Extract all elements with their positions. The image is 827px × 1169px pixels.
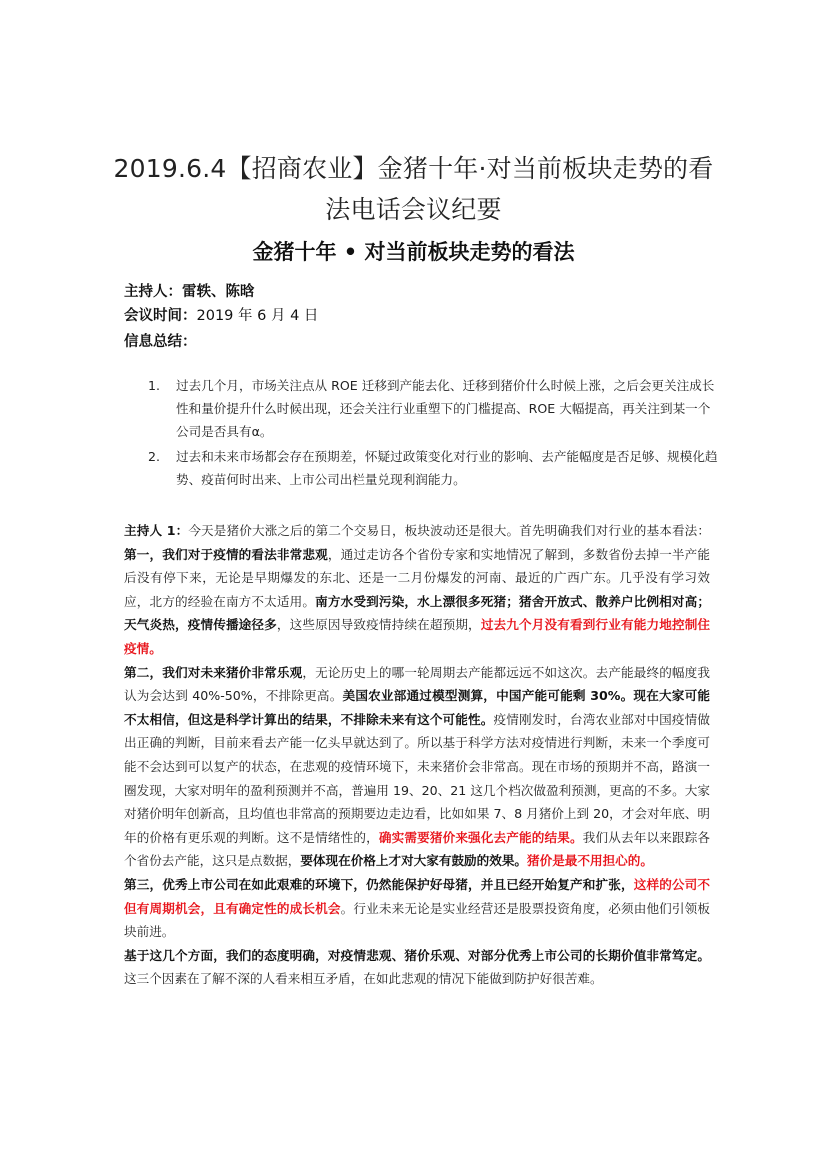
list-item-text: 过去和未来市场都会存在预期差，怀疑过政策变化对行业的影响、去产能幅度是否足够、规模化趋势、疫苗何时出来、上市公司出栏量兑现利润能力。 [176,449,718,487]
host-label: 主持人： [124,284,182,300]
highlight-red-text: 确实需要猪价来强化去产能的结果。 [378,829,583,845]
paragraph [124,661,710,873]
list-item-number: 2. [148,449,161,464]
list-item-text: 过去几个月，市场关注点从 ROE 迁移到产能去化、迁移到猪价什么时候上涨，之后会更关注成长性和量价提升什么时候出现，还会关注行业重塑下的门槛提高、ROE 大幅提高，再关注到某一个公司是否具有α。 [176,378,715,439]
paragraph-text: 今天是猪价大涨之后的第二个交易日，板块波动还是很大。首先明确我们对行业的基本看法： [188,523,710,538]
paragraph-text: 这三个因素在了解不深的人看来相互矛盾，在如此悲观的情况下能做到防护好很苦难。 [124,971,603,987]
summary-label: 信息总结： [124,334,197,350]
highlight-red-text: 猪价是最不用担心的。 [527,853,653,869]
summary-heading [124,330,197,351]
bold-text: 第三，优秀上市公司在如此艰难的环境下，仍然能保护好母猪，并且已经开始复产和扩张， [124,876,634,892]
meeting-time-value: 2019 年 6 月 4 日 [196,308,319,324]
paragraph-text: ，通过走访各个省份专家和实地情况了解到，多数省份去掉一半产能后没有停下来，无论是早期爆发的东北、还是一二月份爆发的河南、最近的广西广东。几乎没有学习效应，北方的经验在南方不太适用。 [124,546,711,609]
highlight-red-text: 过去九个月没有看到行业有能力地控制住疫情。 [124,617,711,656]
paragraph-text: ，无论历史上的哪一轮周期去产能都远远不如这次。去产能最终的幅度我认为会达到 40%-50%，不排除更高。 [124,664,711,704]
summary-list [148,374,718,493]
bold-text: 美国农业部通过模型测算，中国产能可能剩 30%。现在大家可能不太相信，但这是科学计算出的结果，不排除未来有这个可能性。 [124,688,710,727]
bold-text: 要体现在价格上才对大家有鼓励的效果。 [300,853,527,869]
list-item [148,445,718,491]
list-item [148,374,718,443]
bold-text: 基于这几个方面，我们的态度明确，对疫情悲观、猪价乐观、对部分优秀上市公司的长期价值非常笃定。 [124,947,710,963]
paragraph-text: 。行业未来无论是实业经营还是股票投资角度，必须由他们引领板块前进。 [124,900,711,940]
highlight-red-text: 这样的公司不但有周期机会，且有确定性的成长机会 [124,876,711,916]
document-body [124,519,710,991]
bold-text: 南方水受到污染，水上漂很多死猪；猪舍开放式、散养户比例相对高；天气炎热，疫情传播途径多 [124,593,711,633]
meeting-time-label: 会议时间： [124,308,197,324]
host-value: 雷轶、陈晗 [182,284,255,300]
paragraph [124,944,710,991]
paragraph [124,873,710,944]
paragraph-text: 我们从去年以来跟踪各个省份去产能，这只是点数据， [124,829,711,869]
paragraph-text: 疫情刚发时，台湾农业部对中国疫情做出正确的判断，目前来看去产能一亿头早就达到了。所以基于科学方法对疫情进行判断，未来一个季度可能不会达到可以复产的状态，在悲观的疫情环境下，未来猪价会非常高。现在市场的预期并不高，路演一圈发现，大家对明年的盈利预测并不高，普遍用 19、20、21 这几个档次做盈利预测，更高的不多。大家对猪价明年创新高，且均值也非常高的预期要边走边看，比如如果 7、8 月猪价上到 20，才会对年底、明年的价格有更乐观的判断。这不是情绪性的， [124,711,711,845]
host-speaker-label: 主持人 1： [124,523,189,538]
paragraph-text: ，这些原因导致疫情持续在超预期， [276,617,481,633]
paragraph [124,519,710,661]
meeting-time-line [124,304,318,325]
document-subtitle: 金猪十年 • 对当前板块走势的看法 [252,240,575,264]
host-line [124,280,255,301]
document-title: 2019.6.4【招商农业】金猪十年·对当前板块走势的看法电话会议纪要 [113,154,714,224]
bold-text: 第一，我们对于疫情的看法非常悲观 [124,546,328,562]
bold-text: 第二，我们对未来猪价非常乐观 [124,664,303,680]
list-item-number: 1. [148,378,161,393]
